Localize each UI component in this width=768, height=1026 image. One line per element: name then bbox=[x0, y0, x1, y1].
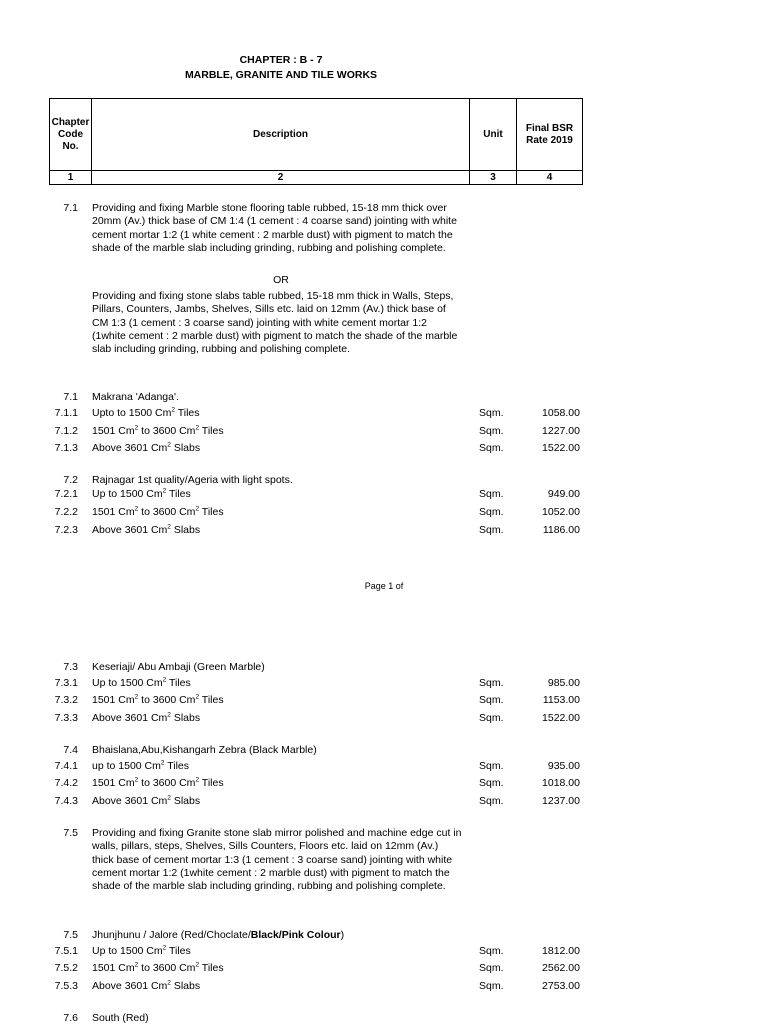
granite-paragraph: Providing and fixing Granite stone slab mirror polished and machine edge cut in walls, pillars, steps, Shelves, Sills Counters, Floors etc. laid on 12mm (Av.) thick base of cement mortar 1:3 (1 cement : 3 coarse sand) jointing with white cement mortar 1:2 (1white cement : 2 marble dust) with pigment to match the shade of the marble slab including grinding, rubbing and polishing complete. bbox=[92, 827, 462, 893]
item-rate: 1058.00 bbox=[542, 407, 580, 419]
item-unit: Sqm. bbox=[479, 760, 504, 772]
rate-row bbox=[0, 692, 768, 708]
group-code: 7.1 bbox=[63, 391, 78, 403]
group-title: Keseriaji/ Abu Ambaji (Green Marble) bbox=[92, 661, 265, 673]
item-description: Upto to 1500 Cm$^2$ Tiles bbox=[92, 406, 200, 419]
item-unit: Sqm. bbox=[479, 407, 504, 419]
item-description: 1501 Cm$^2$ to 3600 Cm$^2$ Tiles bbox=[92, 424, 224, 437]
item-description: Above 3601 Cm$^2$ Slabs bbox=[92, 794, 201, 807]
intro-paragraph-2: Providing and fixing stone slabs table rubbed, 15-18 mm thick in Walls, Steps, Pillars, Counters, Jambs, Shelves, Sills etc. laid on 12mm (Av.) thick base of CM 1:3 (1 cement : 3 coarse sand) jointing with white cement mortar 1:2 (1white cement : 2 marble dust) with pigment to match the shade of the marble slab including grinding, rubbing and polishing complete. bbox=[92, 290, 458, 356]
group-code: 7.5 bbox=[63, 929, 78, 941]
item-unit: Sqm. bbox=[479, 442, 504, 454]
item-description: 1501 Cm$^2$ to 3600 Cm$^2$ Tiles bbox=[92, 961, 224, 974]
rate-row bbox=[0, 775, 768, 791]
item-rate: 1812.00 bbox=[542, 945, 580, 957]
item-description: 1501 Cm$^2$ to 3600 Cm$^2$ Tiles bbox=[92, 693, 224, 706]
col-code-header: Chapter Code No. bbox=[50, 99, 92, 171]
item-rate: 935.00 bbox=[547, 760, 580, 772]
col-number: 2 bbox=[92, 171, 470, 185]
rate-row bbox=[0, 423, 768, 439]
item-description: Above 3601 Cm$^2$ Slabs bbox=[92, 711, 201, 724]
col-number: 1 bbox=[50, 171, 92, 185]
item-description: 1501 Cm$^2$ to 3600 Cm$^2$ Tiles bbox=[92, 505, 224, 518]
item-unit: Sqm. bbox=[479, 425, 504, 437]
intro-paragraph-1: Providing and fixing Marble stone flooring table rubbed, 15-18 mm thick over 20mm (Av.) thick base of CM 1:4 (1 cement : 4 coarse sand) jointing with white cement mortar 1:2 (1 white cement : 2 marble dust) with pigment to match the shade of the marble slab including grinding, rubbing and polishing complete. bbox=[92, 202, 457, 254]
item-description: 1501 Cm$^2$ to 3600 Cm$^2$ Tiles bbox=[92, 776, 224, 789]
group-title: Rajnagar 1st quality/Ageria with light spots. bbox=[92, 474, 293, 486]
item-rate: 1522.00 bbox=[542, 712, 580, 724]
item-description: Above 3601 Cm$^2$ Slabs bbox=[92, 979, 201, 992]
item-code: 7.4.3 bbox=[54, 795, 78, 807]
rate-row bbox=[0, 960, 768, 976]
item-rate: 949.00 bbox=[547, 488, 580, 500]
item-description: Above 3601 Cm$^2$ Slabs bbox=[92, 523, 201, 536]
item-code: 7.4.2 bbox=[54, 777, 78, 789]
item-code: 7.4.1 bbox=[54, 760, 78, 772]
item-code: 7.5.2 bbox=[54, 962, 78, 974]
item-unit: Sqm. bbox=[479, 488, 504, 500]
item-code: 7.3.3 bbox=[54, 712, 78, 724]
item-code: 7.3.1 bbox=[54, 677, 78, 689]
page-footer: Page 1 of bbox=[364, 581, 404, 591]
or-separator: OR bbox=[273, 274, 289, 286]
col-unit-header: Unit bbox=[470, 99, 517, 171]
item-rate: 1153.00 bbox=[542, 694, 580, 706]
item-code: 7.1.2 bbox=[54, 425, 78, 437]
item-rate: 1052.00 bbox=[542, 506, 580, 518]
item-rate: 1018.00 bbox=[542, 777, 580, 789]
item-rate: 985.00 bbox=[547, 677, 580, 689]
item-code: 7.2.2 bbox=[54, 506, 78, 518]
item-code: 7.3.2 bbox=[54, 694, 78, 706]
rate-row bbox=[0, 710, 768, 726]
chapter-title: CHAPTER : B - 7 bbox=[239, 54, 323, 66]
rate-row bbox=[0, 522, 768, 538]
group-title-row bbox=[0, 659, 768, 675]
item-description: up to 1500 Cm$^2$ Tiles bbox=[92, 759, 190, 772]
group-title-row bbox=[0, 742, 768, 758]
chapter-subtitle: MARBLE, GRANITE AND TILE WORKS bbox=[184, 69, 378, 81]
group-title-row bbox=[0, 927, 768, 943]
item-unit: Sqm. bbox=[479, 980, 504, 992]
item-description: Up to 1500 Cm$^2$ Tiles bbox=[92, 487, 191, 500]
rate-row bbox=[0, 486, 768, 502]
item-unit: Sqm. bbox=[479, 694, 504, 706]
item-description: Up to 1500 Cm$^2$ Tiles bbox=[92, 676, 191, 689]
item-description: Up to 1500 Cm$^2$ Tiles bbox=[92, 944, 191, 957]
item-rate: 1186.00 bbox=[542, 524, 580, 536]
item-unit: Sqm. bbox=[479, 962, 504, 974]
rate-row bbox=[0, 943, 768, 959]
item-unit: Sqm. bbox=[479, 945, 504, 957]
rate-row bbox=[0, 405, 768, 421]
rate-row bbox=[0, 758, 768, 774]
group-code: 7.4 bbox=[63, 744, 78, 756]
item-code: 7.5.1 bbox=[54, 945, 78, 957]
group-title: South (Red) bbox=[92, 1012, 149, 1024]
item-unit: Sqm. bbox=[479, 677, 504, 689]
item-code: 7.1.3 bbox=[54, 442, 78, 454]
item-unit: Sqm. bbox=[479, 795, 504, 807]
item-description: Above 3601 Cm$^2$ Slabs bbox=[92, 441, 201, 454]
rate-row bbox=[0, 675, 768, 691]
item-rate: 1522.00 bbox=[542, 442, 580, 454]
item-rate: 2753.00 bbox=[542, 980, 580, 992]
item-code: 7.5.3 bbox=[54, 980, 78, 992]
col-description-header: Description bbox=[92, 99, 470, 171]
group-title: Makrana 'Adanga'. bbox=[92, 391, 179, 403]
item-rate: 1237.00 bbox=[542, 795, 580, 807]
group-title-row bbox=[0, 389, 768, 405]
col-number: 4 bbox=[517, 171, 583, 185]
item-rate: 1227.00 bbox=[542, 425, 580, 437]
item-code: 7.1 bbox=[63, 202, 78, 214]
rate-row bbox=[0, 793, 768, 809]
rate-row bbox=[0, 978, 768, 994]
group-code: 7.2 bbox=[63, 474, 78, 486]
rate-row bbox=[0, 504, 768, 520]
col-number: 3 bbox=[470, 171, 517, 185]
group-code: 7.3 bbox=[63, 661, 78, 673]
header-table bbox=[49, 98, 583, 185]
item-code: 7.1.1 bbox=[54, 407, 78, 419]
col-rate-header: Final BSR Rate 2019 bbox=[517, 99, 583, 171]
group-title: Bhaislana,Abu,Kishangarh Zebra (Black Marble) bbox=[92, 744, 317, 756]
item-unit: Sqm. bbox=[479, 506, 504, 518]
group-code: 7.6 bbox=[63, 1012, 78, 1024]
group-title: Jhunjhunu / Jalore (Red/Choclate/Black/Pink Colour) bbox=[92, 929, 345, 941]
rate-row bbox=[0, 440, 768, 456]
item-code: 7.2.3 bbox=[54, 524, 78, 536]
item-code: 7.5 bbox=[63, 827, 78, 839]
item-rate: 2562.00 bbox=[542, 962, 580, 974]
item-unit: Sqm. bbox=[479, 777, 504, 789]
item-code: 7.2.1 bbox=[54, 488, 78, 500]
item-unit: Sqm. bbox=[479, 524, 504, 536]
item-unit: Sqm. bbox=[479, 712, 504, 724]
